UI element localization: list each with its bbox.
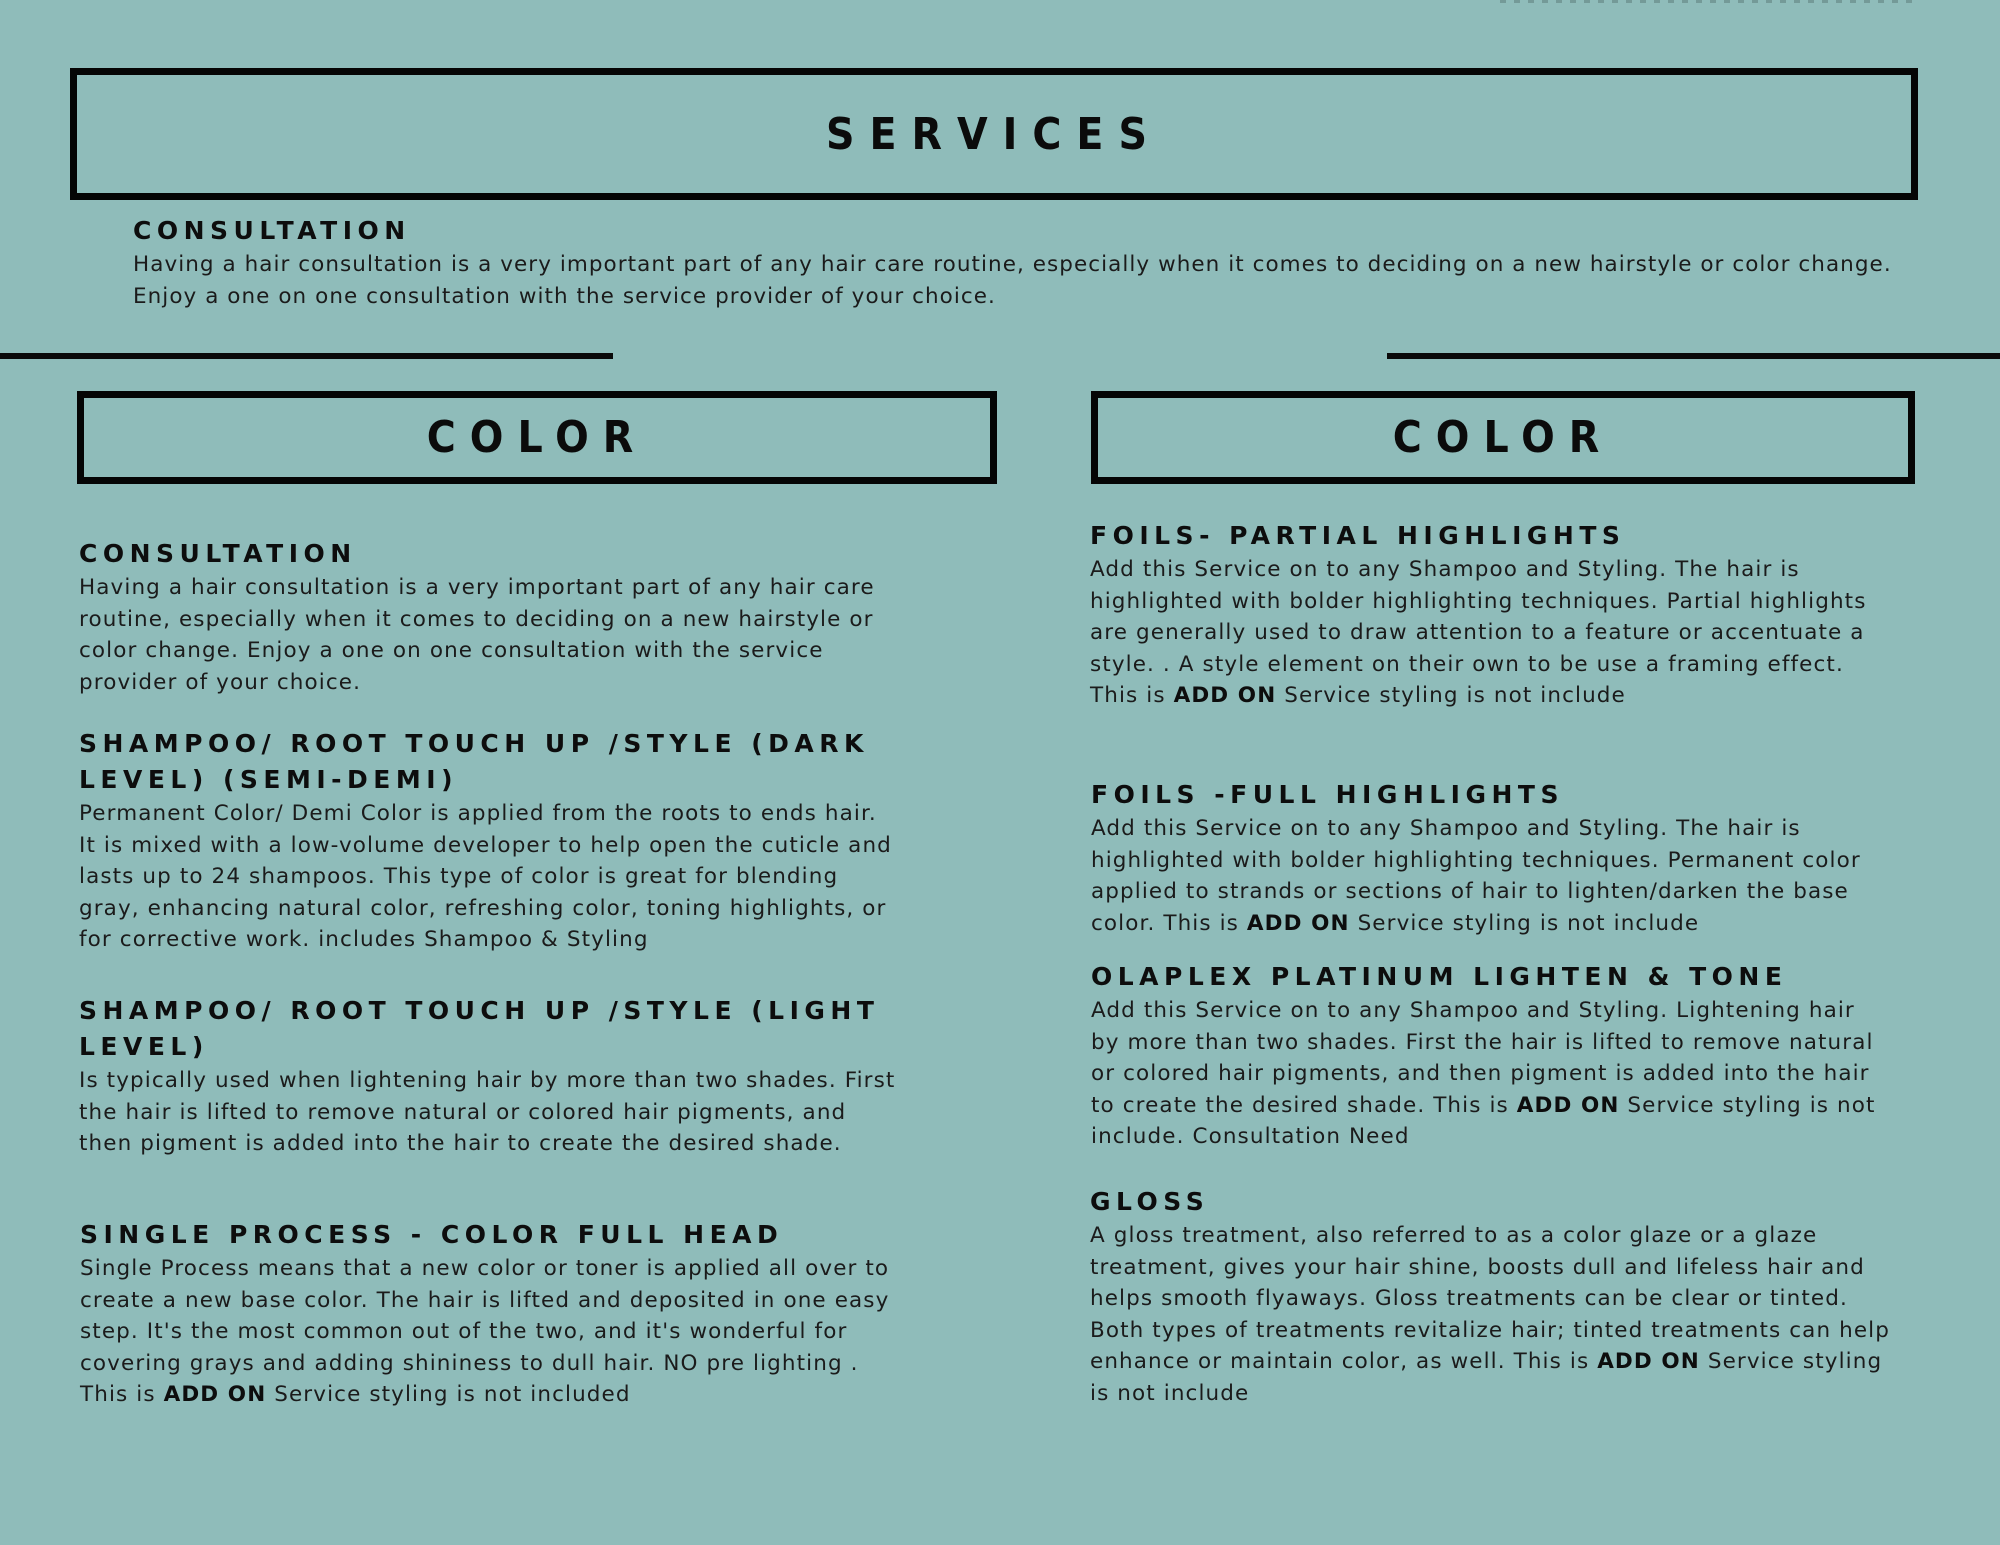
description-text: Add this Service on to any Shampoo and Styling. The hair is highlighted with bolder highlighting techniques. Partial highlights are generally used to draw attention to a feature or accentuate a style. . A style element on their own to be use a framing effect. This is [1090,557,1867,708]
service-heading: SINGLE PROCESS - COLOR FULL HEAD [80,1220,784,1249]
add-on-label: ADD ON [1516,1092,1620,1118]
left-color-box [77,391,997,484]
description-text: Add this Service on to any Shampoo and Styling. Lightening hair by more than two shades. First the hair is lifted to remove natural or colored hair pigments, and then pigment is added into the hair to create the desired shade. This is [1091,998,1874,1118]
description-tail: Service styling is not include [1284,683,1626,708]
service-heading: SHAMPOO/ ROOT TOUCH UP /STYLE (DARK LEVEL) (SEMI-DEMI) [79,729,869,794]
add-on-label: ADD ON [1246,910,1350,936]
intro-heading: CONSULTATION [133,216,411,245]
services-header-box [70,68,1918,200]
service-single-process [80,1217,910,1411]
description-tail: Service styling is not include [1090,1349,1883,1406]
description-tail: Service styling is not include [1357,910,1700,936]
top-edge-marks [1500,0,1920,3]
left-color-title: COLOR [426,412,648,463]
add-on-label: ADD ON [163,1382,267,1407]
service-root-touch-up-dark [79,726,899,956]
service-full-highlights [1091,777,1891,939]
service-description [1090,1220,1890,1409]
description-tail: Service styling is not include. Consultation Need [1091,1092,1876,1149]
description-text: Add this Service on to any Shampoo and Styling. The hair is highlighted with bolder highlighting techniques. Permanent color applied to strands or sections of hair to lighten/darken the base color. This is [1091,816,1861,936]
service-description [1091,995,1891,1153]
description-tail: Service styling is not included [274,1382,631,1407]
service-partial-highlights [1090,518,1890,712]
right-color-title: COLOR [1392,412,1614,463]
service-heading: FOILS- PARTIAL HIGHLIGHTS [1090,521,1626,550]
service-heading: GLOSS [1090,1187,1210,1216]
service-heading: FOILS -FULL HIGHLIGHTS [1091,780,1564,809]
service-consultation [79,536,899,698]
divider-right [1387,353,2000,359]
service-description [1091,813,1891,939]
service-root-touch-up-light [79,993,899,1160]
add-on-label: ADD ON [1173,683,1277,708]
service-description: Having a hair consultation is a very important part of any hair care routine, especially when it comes to deciding on a new hairstyle or color change. Enjoy a one on one consultation with the service provider of your choice. [79,575,875,695]
page-title: SERVICES [825,108,1162,160]
service-description [1090,554,1890,712]
service-description: Is typically used when lightening hair by more than two shades. First the hair is lifted to remove natural or colored hair pigments, and then pigment is added into the hair to create the desired shade. [79,1068,896,1156]
description-text: A gloss treatment, also referred to as a color glaze or a glaze treatment, gives your hair shine, boosts dull and lifeless hair and helps smooth flyaways. Gloss treatments can be clear or tinted. Both types of treatments revitalize hair; tinted treatments can help enhance or maintain color, as well. This is [1090,1223,1890,1374]
description-text: Single Process means that a new color or toner is applied all over to create a new base color. The hair is lifted and deposited in one easy step. It's the most common out of the two, and it's wonderful for covering grays and adding shininess to dull hair. NO pre lighting . This is [80,1256,890,1407]
service-description: Permanent Color/ Demi Color is applied from the roots to ends hair. It is mixed with a low-volume developer to help open the cuticle and lasts up to 24 shampoos. This type of color is great for blending gray, enhancing natural color, refreshing color, toning highlights, or for corrective work. includes Shampoo & Styling [79,801,892,952]
divider-left [0,353,613,359]
add-on-label: ADD ON [1597,1349,1700,1374]
right-color-box [1091,391,1915,484]
intro-consultation [133,213,1913,312]
service-description [80,1253,910,1411]
service-olaplex [1091,959,1891,1153]
service-heading: CONSULTATION [79,539,357,568]
service-gloss [1090,1184,1890,1409]
service-heading: SHAMPOO/ ROOT TOUCH UP /STYLE (LIGHT LEVEL) [79,996,880,1061]
service-heading: OLAPLEX PLATINUM LIGHTEN & TONE [1091,962,1788,991]
intro-body: Having a hair consultation is a very important part of any hair care routine, especially when it comes to deciding on a new hairstyle or color change. Enjoy a one on one consultation with the service provider of your choice. [133,252,1892,309]
